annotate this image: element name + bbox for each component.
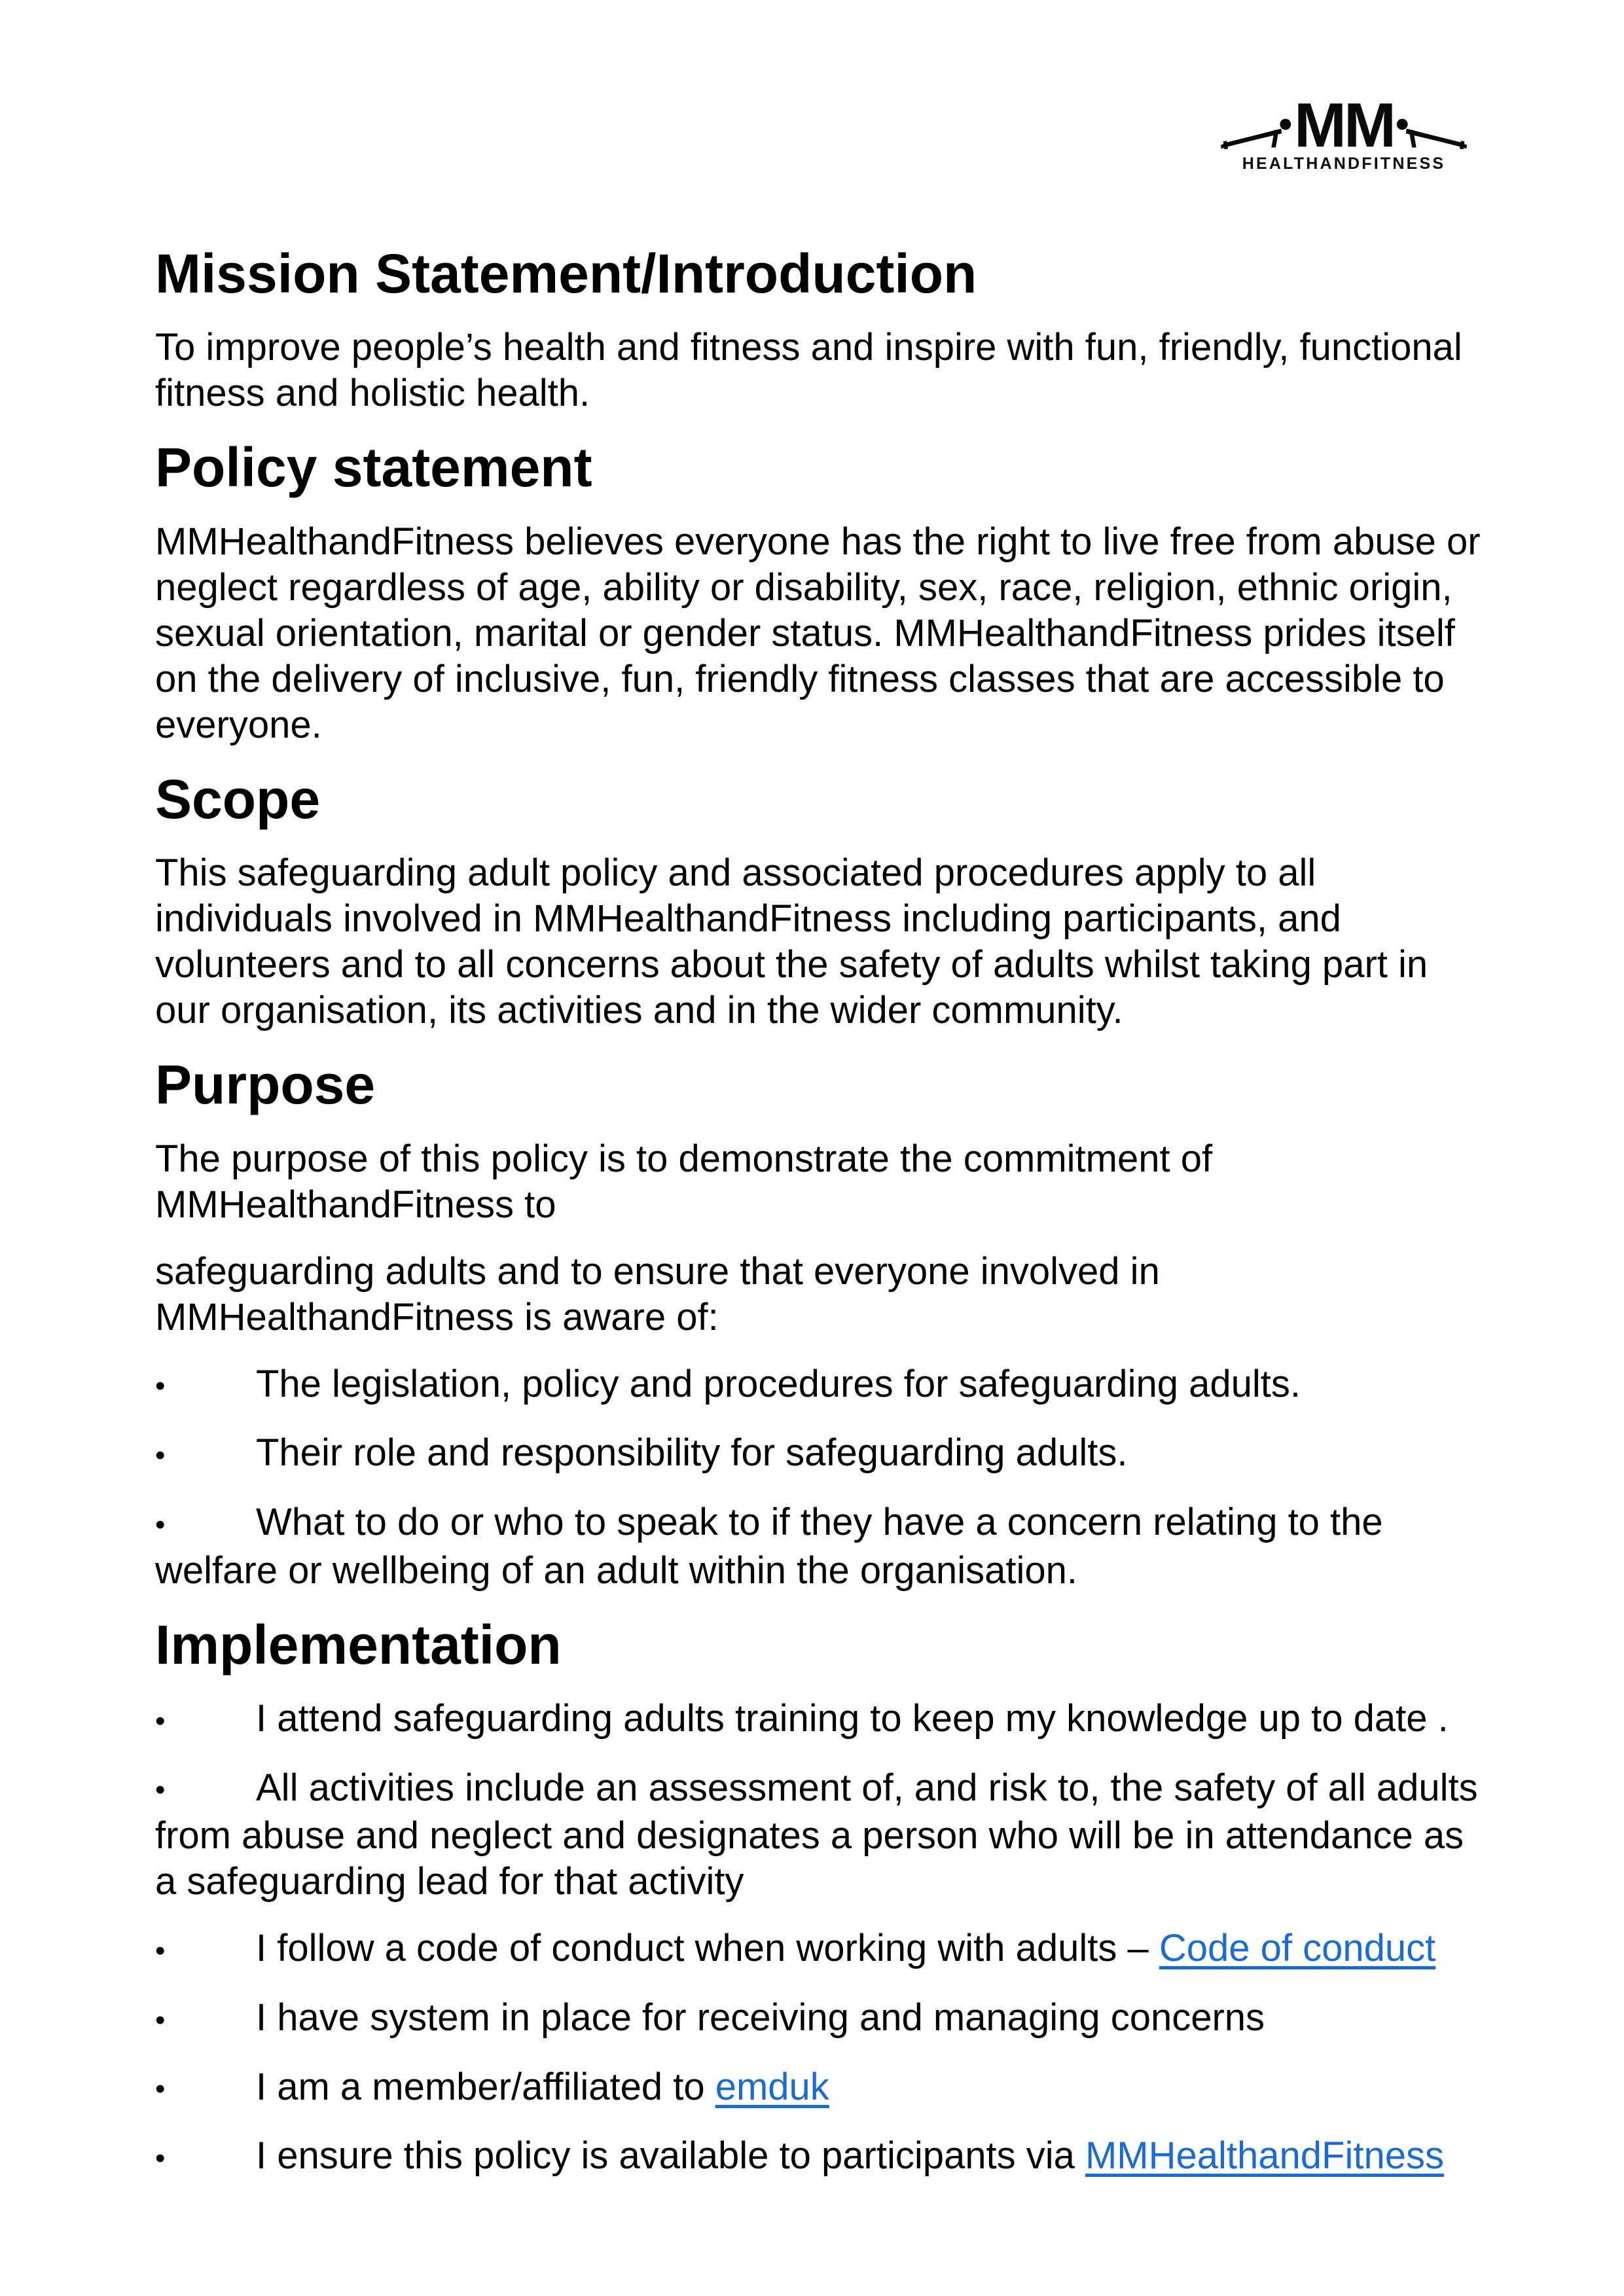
- heading-mission-statement: Mission Statement/Introduction: [155, 243, 977, 304]
- plank-figure-right-icon: [1395, 114, 1468, 152]
- implementation-bullet-membership: [155, 2064, 1492, 2113]
- bullet-text: I follow a code of conduct when working with adults –: [256, 1927, 1159, 1970]
- bullet-text: I have system in place for receiving and managing concerns: [256, 1996, 1265, 2039]
- heading-implementation: Implementation: [155, 1613, 562, 1676]
- bullet-text: I attend safeguarding adults training to keep my knowledge up to date .: [256, 1696, 1449, 1740]
- bullet-text: All activities include an assessment of, and risk to, the safety of all adults from abuse and neglect and designates a person who will be in attendance as a safeguarding lead for that activity: [155, 1766, 1478, 1903]
- implementation-bullet-concerns-system: [155, 1995, 1492, 2043]
- implementation-bullet-training: [155, 1696, 1492, 1744]
- bullet-dot-icon: •: [155, 2142, 166, 2174]
- purpose-bullet-concern: [155, 1499, 1492, 1594]
- logo-figures-row: [1233, 90, 1455, 161]
- bullet-dot-icon: •: [155, 2003, 166, 2036]
- bullet-text: What to do or who to speak to if they have a concern relating to the welfare or wellbeing of an adult within the organisation.: [155, 1500, 1383, 1592]
- logo-wordmark: HEALTHANDFITNESS: [1242, 154, 1446, 173]
- bullet-dot-icon: •: [155, 1508, 166, 1541]
- bullet-dot-icon: •: [155, 1774, 166, 1806]
- heading-scope: Scope: [155, 768, 321, 830]
- bullet-text: Their role and responsibility for safeguarding adults.: [256, 1431, 1128, 1475]
- logo-mm-text: MM: [1294, 90, 1394, 161]
- mission-paragraph: To improve people’s health and fitness and inspire with fun, friendly, functional fitness and holistic health.: [155, 326, 1462, 415]
- implementation-bullet-policy-availability: [155, 2133, 1492, 2181]
- purpose-bullet-legislation: [155, 1361, 1492, 1410]
- heading-policy-statement: Policy statement: [155, 437, 592, 499]
- bullet-text: I ensure this policy is available to participants via: [256, 2134, 1085, 2178]
- plank-figure-left-icon: [1219, 114, 1293, 152]
- purpose-paragraph-2: safeguarding adults and to ensure that everyone involved in MMHealthandFitness is aware of:: [155, 1249, 1160, 1338]
- purpose-paragraph-1: The purpose of this policy is to demonstrate the commitment of MMHealthandFitness to: [155, 1137, 1213, 1226]
- implementation-bullet-code-of-conduct: [155, 1926, 1492, 1974]
- bullet-dot-icon: •: [155, 1704, 166, 1737]
- policy-paragraph: MMHealthandFitness believes everyone has the right to live free from abuse or neglect regardless of age, ability or disability, sex, race, religion, ethnic origin, sexual orientation, marital or gender status. MMHealthandFitness prides itself on the delivery of inclusive, fun, friendly fitness classes that are accessible to everyone.: [155, 520, 1481, 746]
- implementation-bullet-risk-assessment: [155, 1765, 1492, 1905]
- heading-purpose: Purpose: [155, 1054, 376, 1116]
- code-of-conduct-link[interactable]: Code of conduct: [1159, 1927, 1436, 1970]
- document-content: [155, 243, 1492, 2202]
- bullet-dot-icon: •: [155, 2073, 166, 2106]
- bullet-text: I am a member/affiliated to: [256, 2065, 715, 2108]
- bullet-dot-icon: •: [155, 1439, 166, 1471]
- company-logo: [1233, 92, 1455, 173]
- purpose-bullet-role: [155, 1430, 1492, 1479]
- emduk-link[interactable]: emduk: [715, 2065, 829, 2108]
- mmhealthandfitness-link[interactable]: MMHealthandFitness: [1085, 2134, 1444, 2178]
- scope-paragraph: This safeguarding adult policy and associated procedures apply to all individuals involved in MMHealthandFitness including participants, and volunteers and to all concerns about the safety of adults whilst taking part in our organisation, its activities and in the wider community.: [155, 852, 1428, 1032]
- bullet-dot-icon: •: [155, 1934, 166, 1967]
- bullet-dot-icon: •: [155, 1370, 166, 1403]
- bullet-text: The legislation, policy and procedures for safeguarding adults.: [256, 1362, 1301, 1405]
